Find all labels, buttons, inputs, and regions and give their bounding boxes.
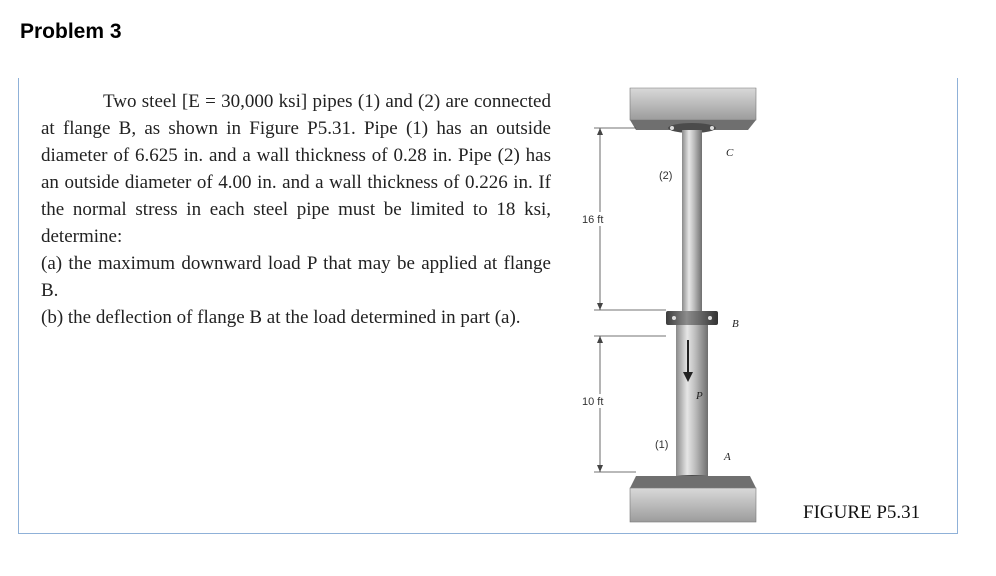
pipe-figure	[570, 78, 770, 528]
dimension-lines	[594, 128, 669, 472]
flange-b	[666, 311, 718, 325]
pipe-2-label: (2)	[659, 170, 673, 182]
figure-caption: FIGURE P5.31	[803, 502, 921, 523]
top-support	[630, 88, 756, 133]
lower-length-label: 10 ft	[582, 396, 604, 408]
point-b-label: B	[732, 318, 739, 330]
load-p-label: P	[696, 390, 703, 402]
pipe-2	[682, 130, 702, 313]
problem-heading: Problem 3	[20, 20, 122, 43]
pipe-1	[676, 325, 708, 480]
problem-paragraph: Two steel [E = 30,000 ksi] pipes (1) and (2) are connected at flange B, as shown in Figure P5.31. Pipe (1) has an outside diameter of 6.625 in. and a wall thickness of 0.28 in. Pipe (2) has an outside diameter of 4.00 in. and a wall thickness of 0.226 in. If the normal stress in each steel pipe must be limited to 18 ksi, determine:	[41, 91, 551, 247]
pipe-1-label: (1)	[655, 439, 669, 451]
upper-length-label: 16 ft	[582, 214, 604, 226]
bottom-support	[630, 475, 756, 522]
part-a: (a) the maximum downward load P that may be applied at flange B.	[41, 253, 551, 301]
part-b: (b) the deflection of flange B at the load determined in part (a).	[41, 307, 521, 328]
problem-statement	[41, 88, 551, 331]
point-a-label: A	[724, 451, 731, 463]
point-c-label: C	[726, 147, 734, 159]
